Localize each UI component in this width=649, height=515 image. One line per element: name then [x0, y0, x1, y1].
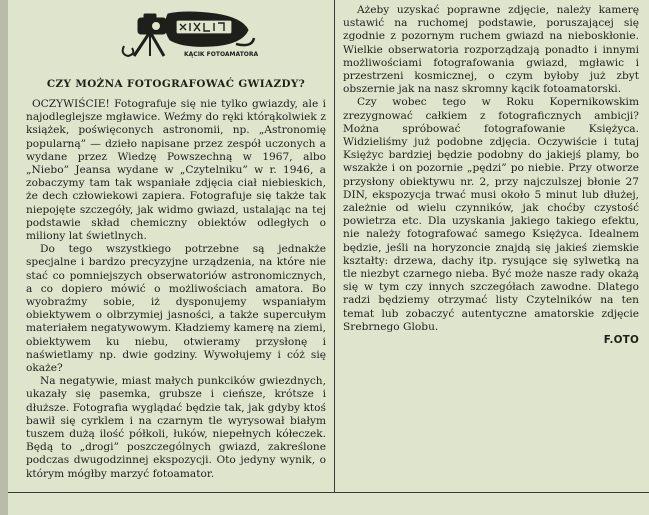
scan-edge: [0, 0, 8, 515]
column-logo: [116, 10, 258, 60]
paragraph-2: Do tego wszystkiego potrzebne są jednakże specjalne i bardzo precyzyjne urządzenia, na które nie stać co pomniejszych obserwatoriów astronomicznych, a co dopiero mówić o możliwościach amatora. Bo wyobraźmy sobie, iż dysponujemy wspaniałym obiektywem o olbrzymiej jasności, a także supercułym materiałem negatywowym. Kładziemy kamerę na ziemi, obiektywem ku niebu, otwieramy przysłonę i naświetlamy np. dwie godziny. Wywołujemy i cóż się okaże?: [26, 243, 326, 375]
left-column: [26, 98, 326, 481]
column-logo-lettering: KĄCIK FOTOAMATORA: [184, 51, 258, 58]
right-column: [343, 4, 639, 347]
paragraph-1: OCZYWIŚCIE! Fotografuje się nie tylko gwiazdy, ale i najodleglejsze mgławice. Weźmy do ręki którąkolwiek z książek, poświęconych astronomii, np. „Astronomię popularną” — dzieło napisane przez zespół uczonych a wydane przez Wiedzę Powszechną w 1967, albo „Niebo” Jeansa wydane w „Czytelniku” w r. 1946, a zobaczymy tam tak wspaniałe zdjęcia ciał niebieskich, że dech człowiekowi zapiera. Fotografuje się także tak niepojęte szczegóły, jak widmo gwiazd, ustalając na tej podstawie skład chemiczny obiektów odległych o miliony lat świetlnych.: [26, 98, 326, 243]
paragraph-3: Na negatywie, miast małych punkcików gwiezdnych, ukazały się pasemka, grubsze i cieńsze, krótsze i dłuższe. Fotografia wyglądać będzie tak, jak gdyby ktoś bawił się cyrklem i na czarnym tle wyrysował białym tuszem dużą ilość półkoli, łuków, niepełnych kółeczek. Będą to „drogi” poszczególnych gwiazd, zakreślone podczas dwugodzinnej ekspozycji. Oto jedyny wynik, o którym mógłby marzyć fotoamator.: [26, 375, 326, 480]
bottom-rule: [8, 492, 649, 493]
signature: F.OTO: [603, 334, 639, 347]
article-title: CZY MOŻNA FOTOGRAFOWAĆ GWIAZDY?: [46, 78, 306, 90]
paragraph-4: Ażeby uzyskać poprawne zdjęcie, należy kamerę ustawić na ruchomej podstawie, poruszającej się zgodnie z pozornym ruchem gwiazd na nieboskłonie. Wielkie obserwatoria rozporządzają ponadto i innymi możliwościami fotografowania gwiazd, mgławic i przestrzeni kosmicznej, o czym byłoby już zbyt obszernie jak na nasz skromny kącik fotoamatorski.: [343, 4, 639, 96]
paragraph-5: Czy wobec tego w Roku Kopernikowskim zrezygnować całkiem z fotograficznych ambicji? Można spróbować fotografowanie Księżyca. Widzieliśmy już podobne zdjęcia. Oczywiście i tutaj Księżyc bardziej będzie podobny do jakiejś plamy, bo wszakże i on pozornie „pędzi” po niebie. Przy otworze przysłony obiektywu nr. 2, przy najczulszej błonie 27 DIN, ekspozycja trwać musi około 5 minut lub dłużej, zależnie od wielu czynników, jak choćby czystość powietrza etc. Dla uzyskania jakiego takiego efektu, nie należy fotografować samego Księżyca. Idealnem będzie, jeśli na horyzoncie znajdą się jakieś ziemskie kształty: drzewa, dachy itp. rysujące się sylwetką na tle niezbyt czarnego nieba. Być może nasze rady okażą się w tym czy innych szczegółach zawodne. Dlatego radzi będziemy otrzymać listy Czytelników na ten temat lub zobaczyć autentyczne amatorskie zdjęcie Srebrnego Globu.: [343, 96, 639, 333]
column-divider: [334, 0, 335, 492]
paragraph-3-start: [26, 375, 326, 481]
